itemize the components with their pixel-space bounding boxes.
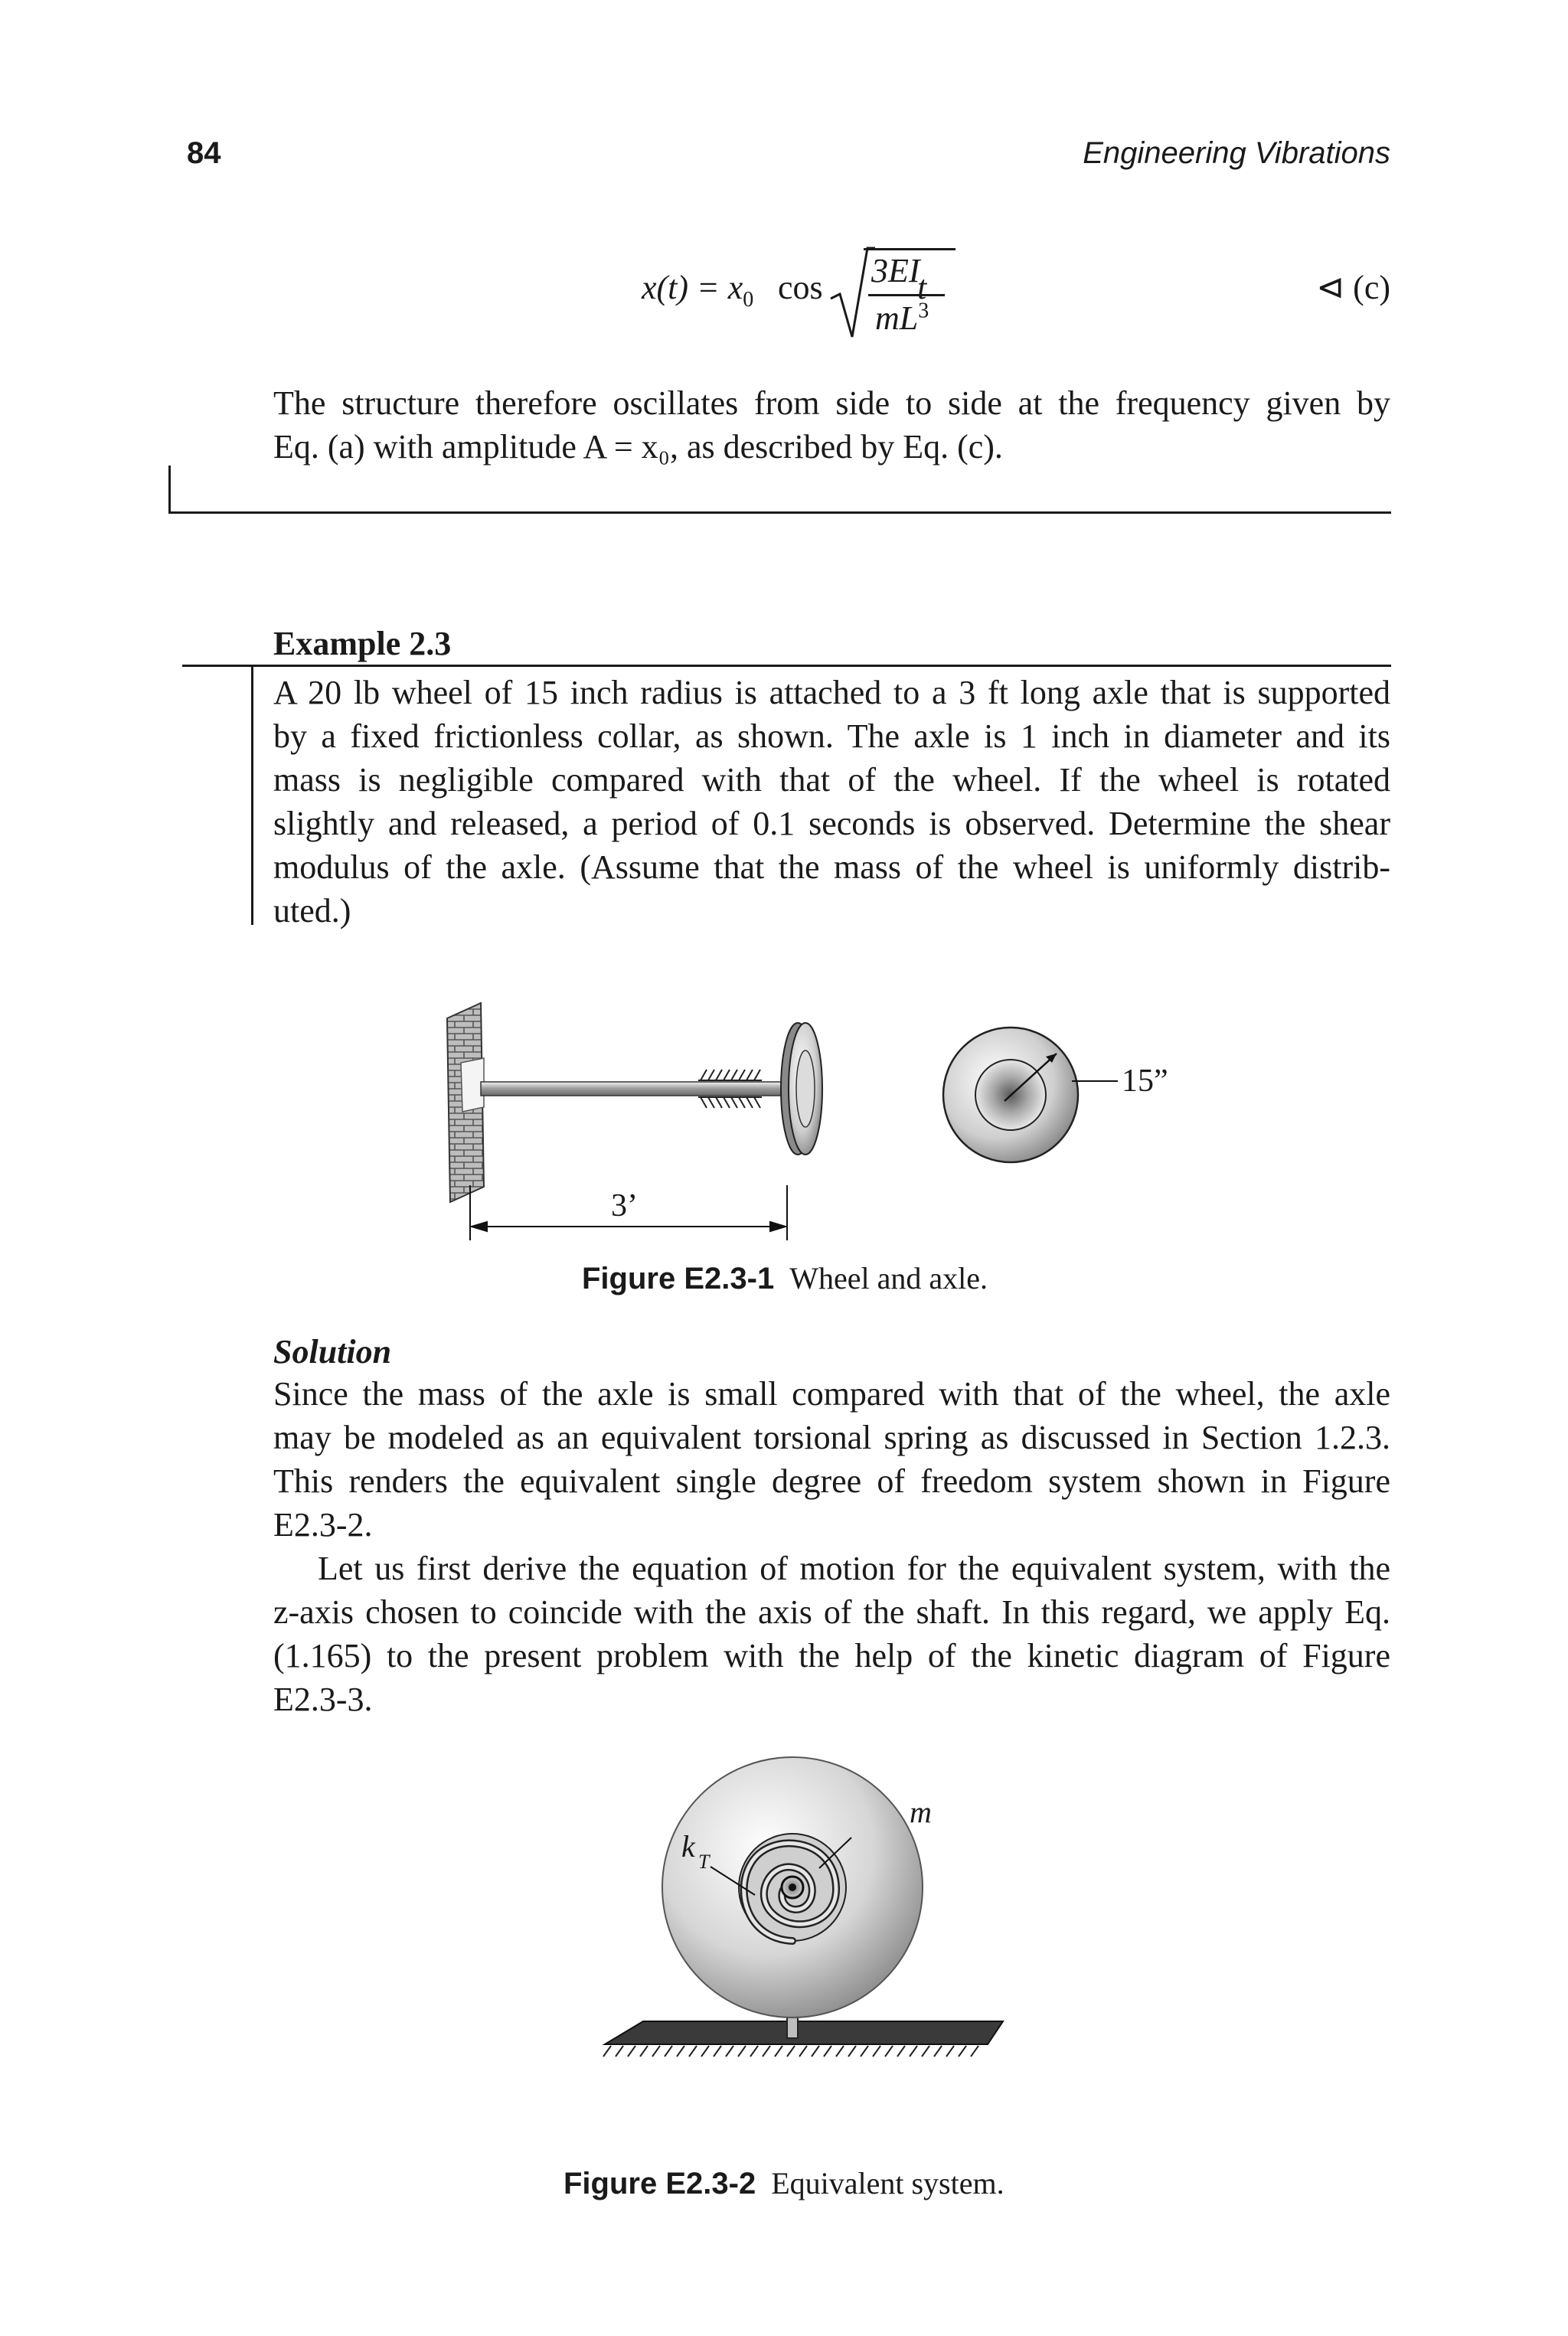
solution-line: (1.165) to the present problem with the help of the kinetic diagram of Figure [273,1637,1390,1674]
example-rule [182,665,1391,667]
solution-para-1 [273,1372,1390,1547]
figure-2-caption [564,2165,1004,2201]
example-line: modulus of the axle. (Assume that the mass of the wheel is uniformly distrib- [273,848,1390,886]
figure-1-caption-text: Wheel and axle. [789,1261,988,1295]
solution-line: may be modeled as an equivalent torsional spring as discussed in Section 1.2.3. [273,1419,1390,1456]
solution-para-2 [273,1547,1390,1721]
example-line: A 20 lb wheel of 15 inch radius is attached to a 3 ft long axle that is supported [273,674,1390,711]
m-label: m [910,1795,932,1829]
wheel-front-view [943,1028,1118,1162]
paragraph-1 [273,381,1390,469]
example-line: by a fixed frictionless collar, as shown. The axle is 1 inch in diameter and its [273,717,1390,755]
equation-tag: ⊲ (c) [1316,269,1390,306]
eq-lhs-sub: 0 [743,287,754,312]
figure-equivalent-system [590,1738,1018,2083]
figure-1-caption-label: Figure E2.3-1 [582,1262,775,1295]
eq-numerator: 3EI [871,252,920,289]
solution-title: Solution [273,1333,392,1371]
example-line: uted.) [273,892,351,929]
solution-line: z-axis chosen to coincide with the axis of the shaft. In this regard, we apply Eq. [273,1593,1390,1631]
example-line: mass is negligible compared with that of the wheel. If the wheel is rotated [273,761,1390,799]
figure-2-caption-text: Equivalent system. [771,2166,1004,2200]
figure-2-caption-label: Figure E2.3-2 [564,2167,756,2200]
end-bracket-vertical [168,466,171,513]
solution-line: E2.3-3. [273,1681,373,1718]
example-statement [273,671,1390,933]
spiral-spring-icon [739,1834,846,1941]
eq-cos: cos [778,269,823,306]
k-label-sub: T [698,1851,710,1873]
equation-c [642,245,948,345]
paragraph-1-line-2: Eq. (a) with amplitude A = x₀, as described by Eq. (c). [273,428,1003,466]
solution-line: Let us first derive the equation of motion for the equivalent system, with the [318,1550,1390,1587]
eq-lhs: x(t) = x [642,269,743,306]
paragraph-1-line-1: The structure therefore oscillates from side to side at the frequency given by [273,384,1390,422]
axle [481,1082,787,1096]
solution-line: Since the mass of the axle is small compared with that of the wheel, the axle [273,1375,1390,1413]
end-bracket-horizontal [168,511,1391,514]
figure-wheel-and-axle [413,972,1225,1256]
eq-denominator-sup: 3 [918,299,929,323]
wheel-side-view [781,1023,822,1155]
example-title: Example 2.3 [273,625,452,662]
figure-1-caption [582,1260,988,1296]
solution-line: E2.3-2. [273,1506,373,1544]
k-label: k [681,1829,695,1864]
eq-denominator: mL [875,299,919,337]
radius-label: 15” [1122,1063,1168,1099]
ground-icon [603,2021,1003,2057]
page-number: 84 [187,136,221,170]
running-title: Engineering Vibrations [1083,136,1390,170]
eq-t: t [917,269,927,306]
example-bracket [251,665,253,925]
length-label: 3’ [611,1188,638,1224]
wall-icon [447,1003,484,1202]
example-line: slightly and released, a period of 0.1 seconds is observed. Determine the shear [273,805,1390,842]
solution-line: This renders the equivalent single degree of freedom system shown in Figure [273,1462,1390,1500]
